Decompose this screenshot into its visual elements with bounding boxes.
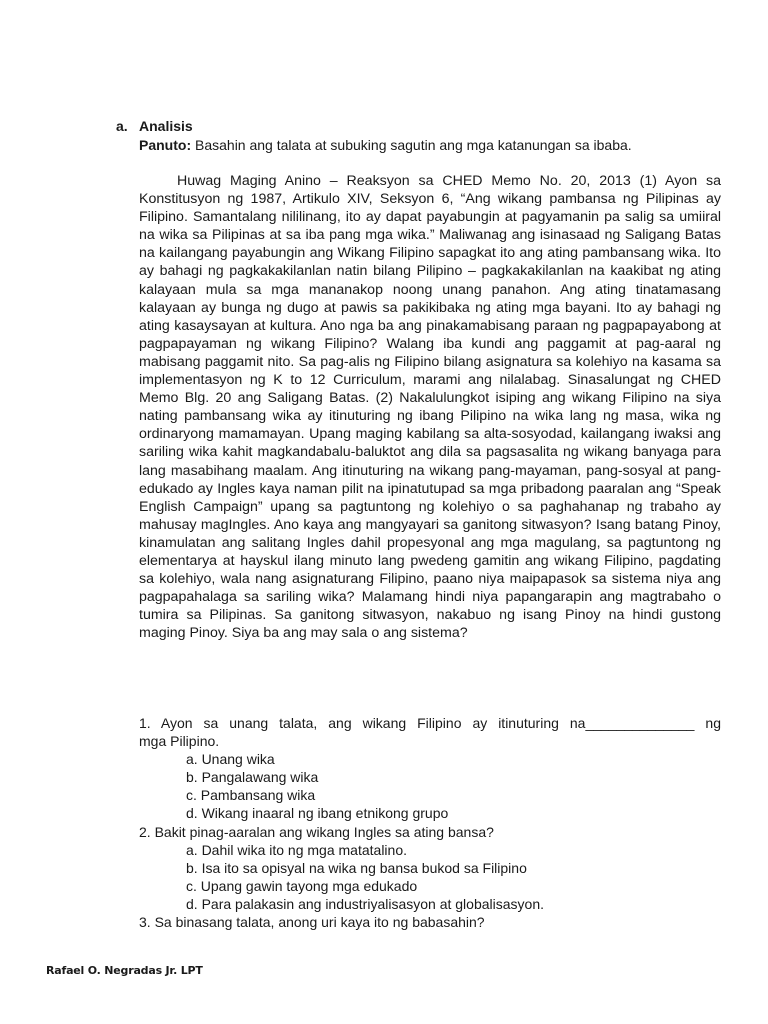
instruction-text: Basahin ang talata at subuking sagutin ang mga katanungan sa ibaba. <box>191 137 632 153</box>
choice-item: d. Wikang inaaral ng ibang etnikong grupo <box>186 805 449 822</box>
section-title: Analisis <box>139 118 193 134</box>
choice-item: d. Para palakasin ang industriyalisasyon at globalisasyon. <box>186 895 544 912</box>
question-2: 2. Bakit pinag-aaralan ang wikang Ingles sa ating bansa? <box>139 823 494 840</box>
choice-item: c. Upang gawin tayong mga edukado <box>186 877 418 894</box>
section-letter: a. <box>116 118 128 134</box>
choice-item: a. Dahil wika ito ng mga matatalino. <box>186 841 407 858</box>
choice-item: b. Pangalawang wika <box>186 769 319 786</box>
section-heading <box>116 117 193 135</box>
question-1-choices <box>139 750 721 822</box>
instruction-label: Panuto: <box>139 137 192 153</box>
author-footer: Rafael O. Negradas Jr. LPT <box>46 964 203 977</box>
question-1: 1. Ayon sa unang talata, ang wikang Filipino ay itinuturing na______________ ng <box>139 715 721 731</box>
reading-passage: Huwag Maging Anino – Reaksyon sa CHED Memo No. 20, 2013 (1) Ayon sa Konstitusyon ng 1987, Artikulo XIV, Seksyon 6, “Ang wikang pambansa ng Pilipinas ay Filipino. Samantalang nililinang, ito ay dapat payabungin at pagyamanin pa salig sa umiiral na wika sa Pilipinas at sa iba pang mga wika.” Maliwanag ang isinasaad ng Saligang Batas na kailangang payabungin ang Wikang Filipino sapagkat ito ang ating pambansang wika. Ito ay bahagi ng pagkakakilanlan natin bilang Pilipino – pagkakakilanlan na kaakibat ng ating kalayaan mula sa mga mananakop noong unang panahon. Ang ating tinatamasang kalayaan ay bunga ng dugo at pawis sa pakikibaka ng ating mga bayani. Ito ay bahagi ng ating kasaysayan at kultura. Ano nga ba ang pinakamabisang paraan ng pagpapayabong at pagpapayaman ng wikang Filipino? Walang iba kundi ang paggamit at pag-aaral ng mabisang paggamit nito. Sa pag-alis ng Filipino bilang asignatura sa kolehiyo na kasama sa implementasyon ng K to 12 Curriculum, marami ang nilalabag. Sinasalungat ng CHED Memo Blg. 20 ang Saligang Batas. (2) Nakalulungkot isiping ang wikang Filipino na siya nating pambansang wika ay itinuturing ng ibang Pilipino na wika lang ng masa, wika ng ordinaryong mamamayan. Upang maging kabilang sa alta-sosyodad, kailangang iwaksi ang sariling wika kahit magkandabalu-baluktot ang dila sa pagsasalita ng wikang banyaga para lang masabihang maalam. Ang itinuturing na wikang pang-mayaman, pang-sosyal at pang-edukado ay Ingles kaya naman pilit na ipinatutupad sa mga pribadong paaralan ang “Speak English Campaign” upang sa pagtuntong ng kolehiyo o sa paghahanap ng trabaho ay mahusay magIngles. Ano kaya ang mangyayari sa ganitong sitwasyon? Isang batang Pinoy, kinamulatan ang salitang Ingles dahil propesyonal ang mga magulang, sa pagtuntong ng elementarya at hayskul ilang minuto lang pwedeng gamitin ang wikang Filipino, pagdating sa kolehiyo, wala nang asignaturang Filipino, paano niya maipapasok sa sistema niya ang pagpapahalaga sa sariling wika? Malamang hindi niya papangarapin ang magtrabaho o tumira sa Pilipinas. Sa ganitong sitwasyon, nakabuo ng isang Pinoy na hindi gustong maging Pinoy. Siya ba ang may sala o ang sistema? <box>139 173 721 642</box>
question-3: 3. Sa binasang talata, anong uri kaya ito ng babasahin? <box>139 914 485 931</box>
choice-item: c. Pambansang wika <box>186 787 316 804</box>
choice-item: a. Unang wika <box>186 751 275 768</box>
instructions <box>139 136 729 154</box>
questions <box>139 714 721 931</box>
question-2-choices <box>139 841 721 913</box>
question-1-continuation: mga Pilipino. <box>139 733 220 750</box>
choice-item: b. Isa ito sa opisyal na wika ng bansa bukod sa Filipino <box>186 859 527 876</box>
